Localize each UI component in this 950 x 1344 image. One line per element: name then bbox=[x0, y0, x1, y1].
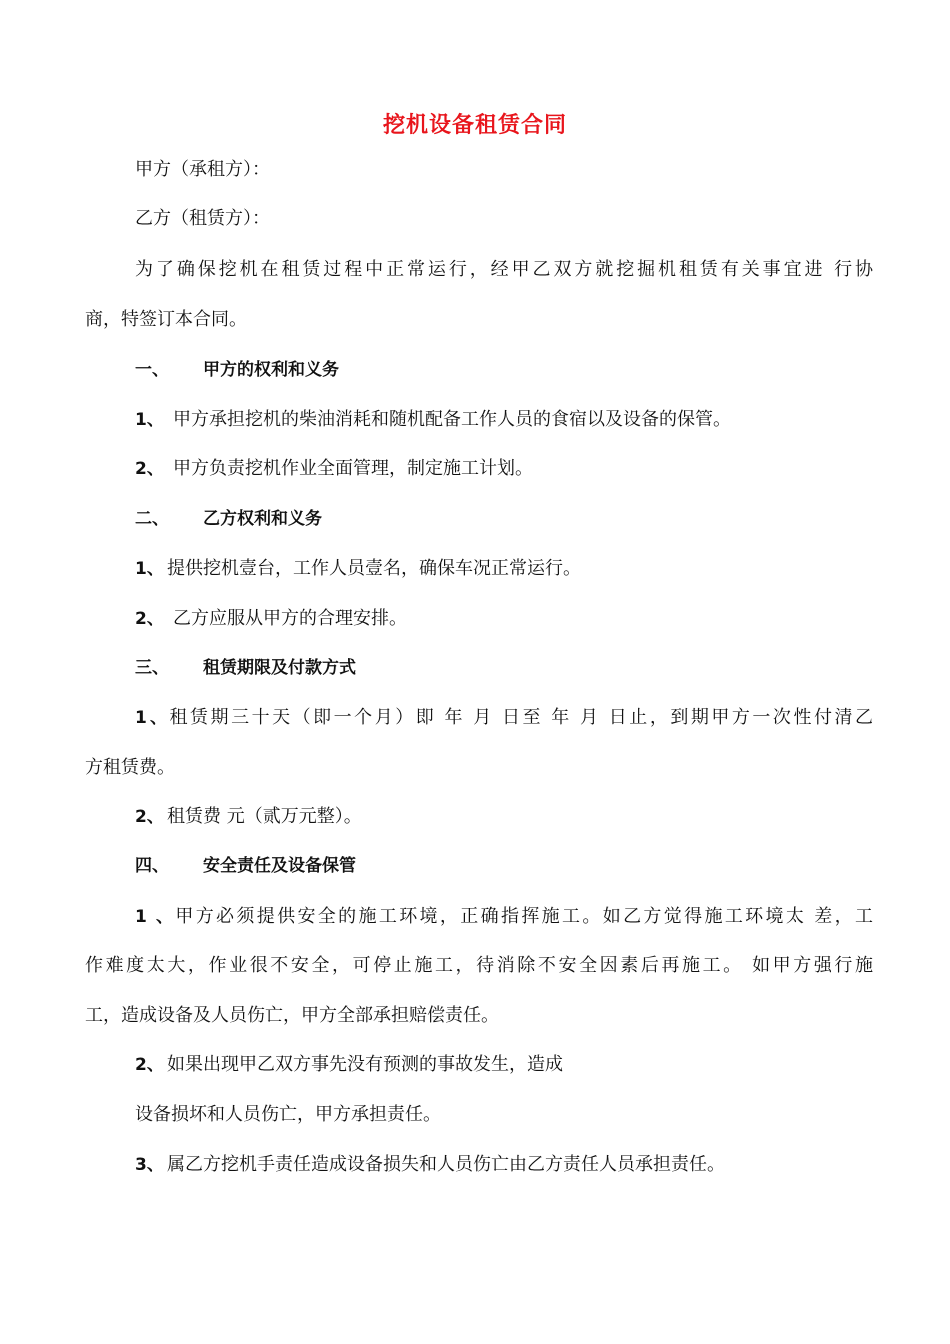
item-text: 租赁期三十天（即一个月）即 年 月 日至 年 月 日止，到期甲方一次性付清乙 bbox=[167, 707, 873, 728]
section-3-item-2 bbox=[135, 805, 362, 829]
item-number: 2、 bbox=[135, 807, 164, 827]
item-text: 甲方必须提供安全的施工环境，正确指挥施工。如乙方觉得施工环境太 差，工 bbox=[173, 906, 873, 927]
section-4-title: 安全责任及设备保管 bbox=[203, 856, 356, 876]
section-2-heading bbox=[135, 507, 322, 531]
item-text: 提供挖机壹台，工作人员壹名，确保车况正常运行。 bbox=[167, 558, 581, 579]
section-4-heading bbox=[135, 854, 356, 878]
item-text: 甲方负责挖机作业全面管理，制定施工计划。 bbox=[173, 458, 533, 479]
section-4-item-3 bbox=[135, 1153, 725, 1177]
item-number: 2、 bbox=[135, 459, 164, 479]
section-2-title: 乙方权利和义务 bbox=[203, 509, 322, 529]
section-3-item-1-line-1 bbox=[135, 706, 873, 730]
document-title: 挖机设备租赁合同 bbox=[382, 113, 567, 138]
item-number: 1、 bbox=[135, 410, 164, 430]
section-2-number: 二、 bbox=[135, 509, 169, 529]
party-b-line: 乙方（租赁方）： bbox=[135, 208, 270, 229]
section-2-item-2 bbox=[135, 607, 407, 631]
section-4-number: 四、 bbox=[135, 856, 169, 876]
section-2-item-1 bbox=[135, 557, 581, 581]
intro-paragraph-line-1: 为了确保挖机在租赁过程中正常运行，经甲乙双方就挖掘机租赁有关事宜进 行协 bbox=[135, 259, 873, 280]
section-4-item-2-line-1 bbox=[135, 1053, 563, 1077]
section-1-item-2 bbox=[135, 457, 533, 481]
party-a-line: 甲方（承租方）： bbox=[135, 159, 270, 180]
item-text: 甲方承担挖机的柴油消耗和随机配备工作人员的食宿以及设备的保管。 bbox=[173, 409, 731, 430]
section-1-item-1 bbox=[135, 408, 731, 432]
section-3-item-1-line-2: 方租赁费。 bbox=[85, 757, 175, 778]
section-4-item-2-line-2: 设备损坏和人员伤亡，甲方承担责任。 bbox=[135, 1104, 441, 1125]
section-3-heading bbox=[135, 656, 356, 680]
section-3-title: 租赁期限及付款方式 bbox=[203, 658, 356, 678]
section-1-heading bbox=[135, 358, 339, 382]
item-number: 1、 bbox=[135, 559, 164, 579]
item-number: 3、 bbox=[135, 1155, 164, 1175]
item-number: 2、 bbox=[135, 1055, 164, 1075]
section-4-item-1-line-1 bbox=[135, 905, 873, 929]
item-text: 乙方应服从甲方的合理安排。 bbox=[173, 608, 407, 629]
section-4-item-1-line-3: 工，造成设备及人员伤亡，甲方全部承担赔偿责任。 bbox=[85, 1005, 499, 1026]
section-1-number: 一、 bbox=[135, 360, 169, 380]
section-3-number: 三、 bbox=[135, 658, 169, 678]
intro-paragraph-line-2: 商，特签订本合同。 bbox=[85, 309, 247, 330]
section-1-title: 甲方的权利和义务 bbox=[203, 360, 339, 380]
item-number: 2、 bbox=[135, 609, 164, 629]
item-text: 租赁费 元（贰万元整）。 bbox=[167, 806, 362, 827]
item-number: 1、 bbox=[135, 907, 173, 927]
item-text: 属乙方挖机手责任造成设备损失和人员伤亡由乙方责任人员承担责任。 bbox=[167, 1154, 725, 1175]
item-number: 1、 bbox=[135, 708, 167, 728]
section-4-item-1-line-2: 作难度太大，作业很不安全，可停止施工，待消除不安全因素后再施工。 如甲方强行施 bbox=[85, 955, 873, 976]
item-text: 如果出现甲乙双方事先没有预测的事故发生，造成 bbox=[167, 1054, 563, 1075]
